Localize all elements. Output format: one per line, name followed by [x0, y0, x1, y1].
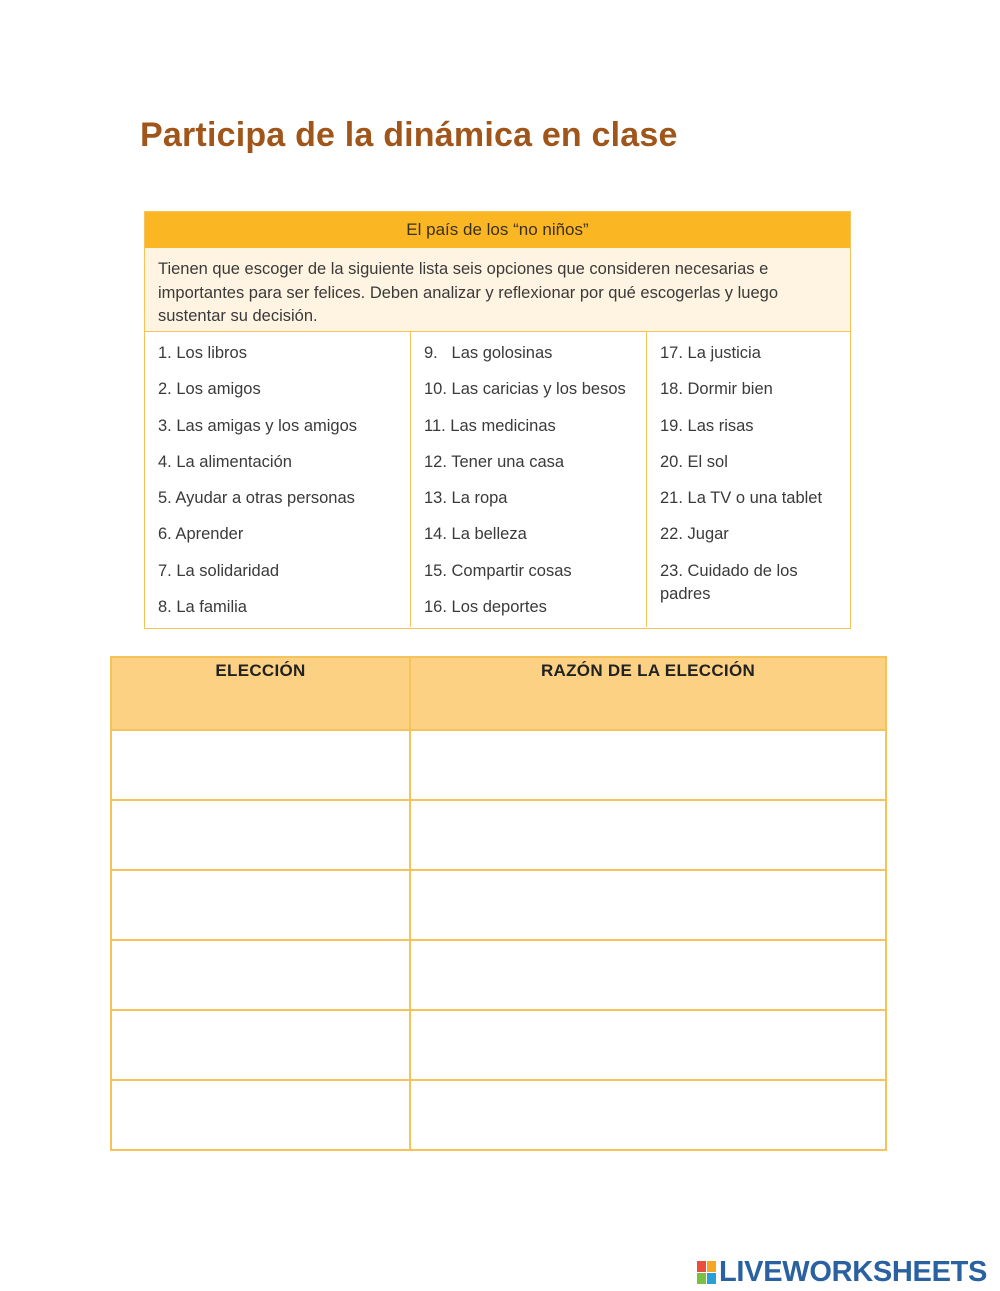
options-column-3: [647, 332, 850, 627]
reason-cell[interactable]: [410, 1080, 886, 1150]
option-item: 2. Los amigos: [158, 380, 261, 399]
option-item: 5. Ayudar a otras personas: [158, 489, 355, 508]
option-item: 13. La ropa: [424, 489, 508, 508]
liveworksheets-logo[interactable]: [697, 1256, 987, 1289]
option-item: 6. Aprender: [158, 525, 244, 544]
table-row: [111, 800, 886, 870]
table-row: [111, 730, 886, 800]
choice-cell[interactable]: [111, 870, 410, 940]
table-row: [111, 1080, 886, 1150]
option-item: 16. Los deportes: [424, 598, 547, 617]
option-item: 7. La solidaridad: [158, 561, 280, 580]
choice-input[interactable]: [112, 871, 409, 939]
options-list: [145, 332, 850, 627]
reason-cell[interactable]: [410, 1010, 886, 1080]
reason-input[interactable]: [411, 801, 885, 869]
activity-header: El país de los “no niños”: [145, 212, 850, 248]
option-item: 23. Cuidado de los padres: [660, 561, 798, 603]
choice-input[interactable]: [112, 1011, 409, 1079]
answer-table-header-row: [111, 657, 886, 730]
option-item: 14. La belleza: [424, 525, 527, 544]
option-item: 19. Las risas: [660, 416, 754, 435]
activity-info-box: [144, 211, 851, 629]
reason-cell[interactable]: [410, 940, 886, 1010]
reason-input[interactable]: [411, 1081, 885, 1149]
reason-cell[interactable]: [410, 870, 886, 940]
option-item: 8. La familia: [158, 598, 247, 617]
header-razon: RAZÓN DE LA ELECCIÓN: [410, 657, 886, 730]
option-item: 12. Tener una casa: [424, 452, 565, 471]
reason-cell[interactable]: [410, 730, 886, 800]
liveworksheets-wordmark: LIVEWORKSHEETS: [719, 1256, 988, 1288]
option-item: 20. El sol: [660, 452, 728, 471]
liveworksheets-icon: [697, 1261, 716, 1284]
logo-square-icon: [707, 1273, 716, 1284]
option-item: 9. Las golosinas: [424, 344, 553, 362]
reason-input[interactable]: [411, 941, 885, 1009]
choice-cell[interactable]: [111, 940, 410, 1010]
table-row: [111, 870, 886, 940]
option-item: 11. Las medicinas: [424, 416, 556, 435]
activity-instructions: Tienen que escoger de la siguiente lista seis opciones que consideren necesarias e importantes para ser felices. Deben analizar y reflexionar por qué escogerlas y luego sustentar su decisión.: [145, 248, 850, 332]
choice-input[interactable]: [112, 801, 409, 869]
reason-cell[interactable]: [410, 800, 886, 870]
table-row: [111, 940, 886, 1010]
option-item: 10. Las caricias y los besos: [424, 380, 626, 399]
header-eleccion: ELECCIÓN: [111, 657, 410, 730]
option-item: 3. Las amigas y los amigos: [158, 416, 358, 435]
option-item: 1. Los libros: [158, 344, 247, 362]
choice-input[interactable]: [112, 941, 409, 1009]
option-item: 15. Compartir cosas: [424, 561, 572, 580]
option-item: 22. Jugar: [660, 525, 729, 544]
choice-cell[interactable]: [111, 800, 410, 870]
choice-input[interactable]: [112, 1081, 409, 1149]
choice-input[interactable]: [112, 731, 409, 799]
choice-cell[interactable]: [111, 730, 410, 800]
options-column-1: [145, 332, 411, 627]
choice-cell[interactable]: [111, 1010, 410, 1080]
logo-square-icon: [697, 1261, 706, 1272]
reason-input[interactable]: [411, 731, 885, 799]
options-column-2: [411, 332, 647, 627]
reason-input[interactable]: [411, 871, 885, 939]
option-item: 4. La alimentación: [158, 452, 292, 471]
answer-table: [110, 656, 887, 1151]
table-row: [111, 1010, 886, 1080]
option-item: 18. Dormir bien: [660, 380, 773, 399]
logo-square-icon: [697, 1273, 706, 1284]
option-item: 17. La justicia: [660, 344, 761, 362]
choice-cell[interactable]: [111, 1080, 410, 1150]
page-title: Participa de la dinámica en clase: [140, 116, 678, 154]
option-item: 21. La TV o una tablet: [660, 489, 823, 508]
logo-square-icon: [707, 1261, 716, 1272]
reason-input[interactable]: [411, 1011, 885, 1079]
